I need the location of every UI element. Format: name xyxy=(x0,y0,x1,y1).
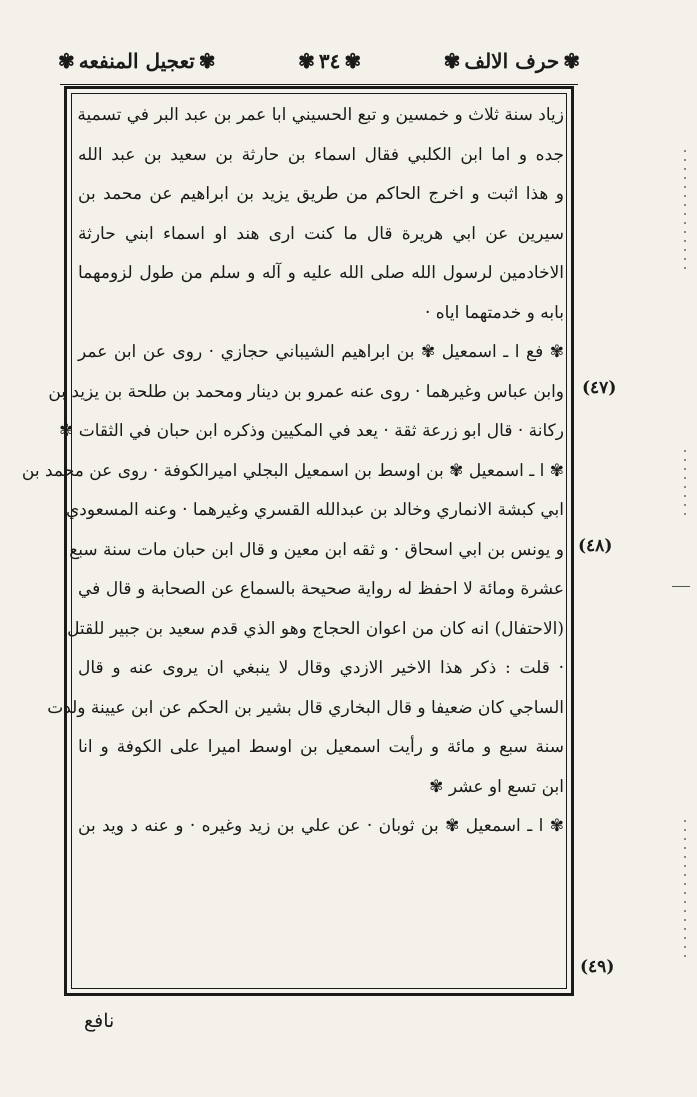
text-line: عشرة ومائة لا احفظ له رواية صحيحة بالسماع عن الصحابة و قال في xyxy=(78,579,564,599)
text-line: و يونس بن ابي اسحاق · و ثقه ابن معين و قال ابن حبان مات سنة سبع xyxy=(69,539,564,560)
flower-ornament-icon: ✾ xyxy=(58,49,75,73)
text-line: زياد سنة ثلاث و خمسين و تبع الحسيني ابا عمر بن عبد البر في تسمية xyxy=(77,105,564,125)
margin-dots xyxy=(684,820,686,960)
entry-49-line: ✾ ا ـ اسمعيل ✾ بن ثوبان · عن علي بن زيد وغيره · و عنه د ويد بن xyxy=(78,816,564,836)
header-book-title xyxy=(58,49,216,73)
entry-number-48: (٤٨) xyxy=(578,536,613,556)
flower-ornament-icon: ✾ xyxy=(344,49,362,73)
page-header xyxy=(58,40,580,82)
text-line: · قلت : ذكر هذا الاخير الازدي وقال لا ينبغي ان يروى عنه و قال xyxy=(78,658,564,678)
flower-ornament-icon: ✾ xyxy=(198,49,216,73)
book-title: تعجيل المنفعه xyxy=(78,49,195,73)
text-line: الساجي كان ضعيفا و قال البخاري قال بشير بن الحكم عن ابن عيينة ولدت xyxy=(47,697,564,718)
margin-mark xyxy=(672,586,690,587)
page-number: ٣٤ xyxy=(318,49,341,73)
text-line: ركانة · قال ابو زرعة ثقة · يعد في المكيين وذكره ابن حبان في الثقات ✾ xyxy=(59,421,564,441)
entry-47-line: ✾ فع ا ـ اسمعيل ✾ بن ابراهيم الشيباني حجازي · روى عن ابن عمر xyxy=(78,342,564,362)
flower-ornament-icon: ✾ xyxy=(563,49,580,73)
header-rule xyxy=(60,84,578,85)
text-line: ابي كبشة الانماري وخالد بن عبدالله القسري وغيرهما · وعنه المسعودي xyxy=(65,500,564,520)
text-line: (الاحتفال) انه كان من اعوان الحجاج وهو الذي قدم سعيد بن جبير للقتل xyxy=(67,618,564,639)
text-line: سيرين عن ابي هريرة قال ما كنت ارى هند او اسماء ابني حارثة xyxy=(78,223,564,244)
entry-48-line: ✾ ا ـ اسمعيل ✾ بن اوسط بن اسمعيل البجلي اميرالكوفة · روى عن محمد بن xyxy=(21,460,564,481)
text-line: ابن تسع او عشر ✾ xyxy=(429,776,564,797)
flower-ornament-icon: ✾ xyxy=(443,49,461,73)
text-line: وابن عباس وغيرهما · روى عنه عمرو بن دينار ومحمد بن طلحة بن يزيد بن xyxy=(48,381,564,402)
text-line: سنة سبع و مائة و رأيت اسمعيل بن اوسط اميرا على الكوفة و انا xyxy=(78,737,564,757)
catchword: نافع xyxy=(84,1010,115,1032)
text-line: الاخادمين لرسول الله صلى الله عليه و آله و سلم من طول لزومهما xyxy=(78,263,564,283)
entry-number-49: (٤٩) xyxy=(580,957,615,977)
header-page-number xyxy=(298,49,361,73)
main-text-block xyxy=(21,96,564,847)
entry-number-47: (٤٧) xyxy=(582,378,617,398)
text-line: جده و اما ابن الكلبي فقال اسماء بن حارثة بن سعيد بن عبد الله xyxy=(78,144,564,165)
margin-dots xyxy=(684,150,686,270)
section-letter-label: حرف الالف xyxy=(464,49,560,73)
margin-dots xyxy=(684,450,686,520)
flower-ornament-icon: ✾ xyxy=(298,49,315,73)
header-section-title xyxy=(444,49,580,73)
text-line: و هذا اثبت و اخرج الحاكم من طريق يزيد بن ابراهيم عن محمد بن xyxy=(78,184,564,204)
text-line: بابه و خدمتهما اياه · xyxy=(424,302,564,323)
